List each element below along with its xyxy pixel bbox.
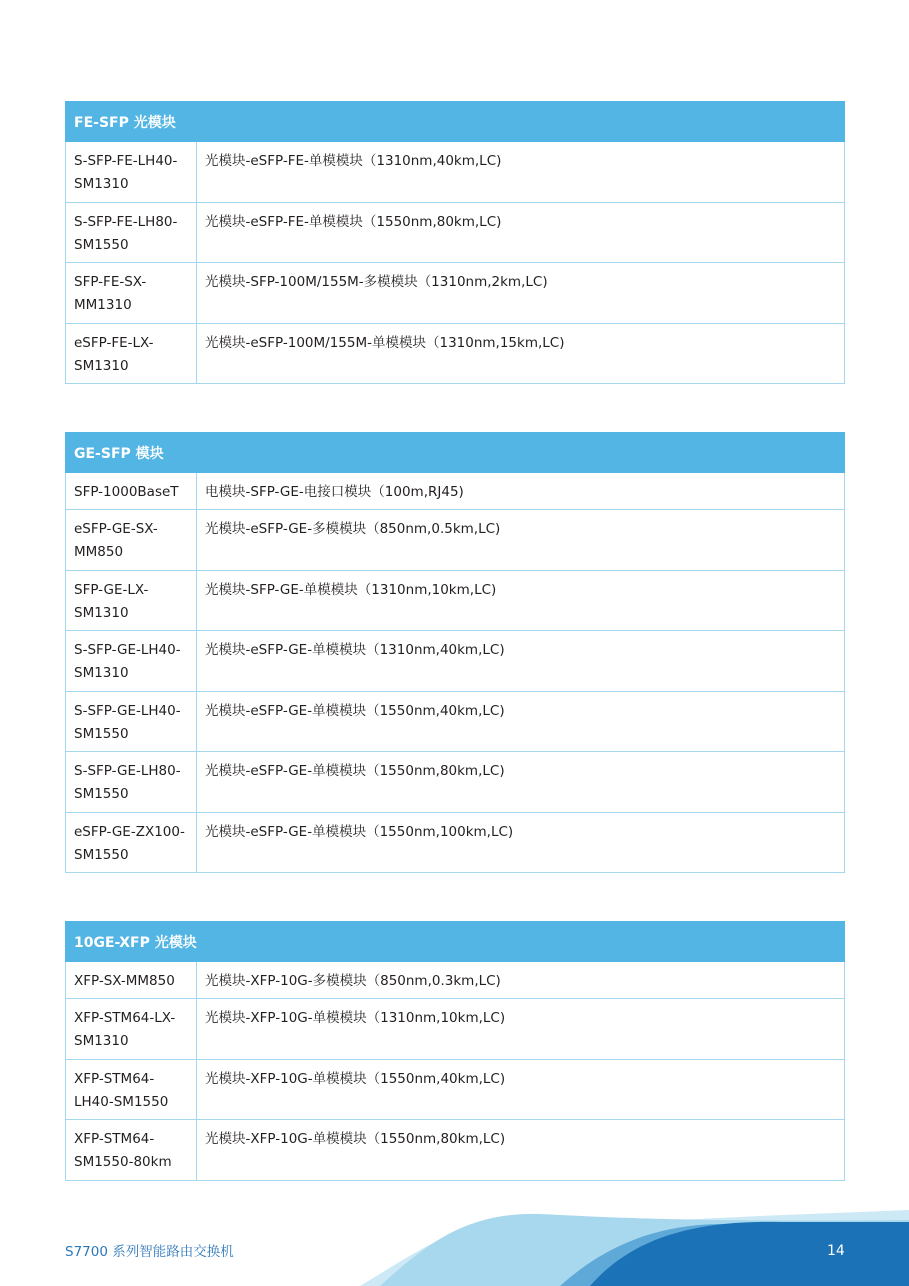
description-cell: 光模块-XFP-10G-单模模块（1550nm,80km,LC) (197, 1120, 845, 1181)
description-cell: 光模块-XFP-10G-单模模块（1310nm,10km,LC) (197, 999, 845, 1060)
table-row (66, 1060, 845, 1120)
description-cell: 光模块-eSFP-GE-多模模块（850nm,0.5km,LC) (197, 510, 845, 571)
description-cell: 光模块-SFP-GE-单模模块（1310nm,10km,LC) (197, 571, 845, 631)
table-row (66, 813, 845, 873)
model-cell: S-SFP-FE-LH40-SM1310 (66, 142, 197, 203)
description-cell: 光模块-eSFP-100M/155M-单模模块（1310nm,15km,LC) (197, 324, 845, 384)
table-row (66, 571, 845, 631)
fe-sfp-table (65, 101, 845, 384)
table-row (66, 631, 845, 692)
description-cell: 光模块-XFP-10G-单模模块（1550nm,40km,LC) (197, 1060, 845, 1120)
table-row (66, 142, 845, 203)
10ge-xfp-table (65, 921, 845, 1181)
description-cell: 光模块-XFP-10G-多模模块（850nm,0.3km,LC) (197, 962, 845, 999)
description-cell: 光模块-eSFP-FE-单模模块（1550nm,80km,LC) (197, 203, 845, 263)
footer-title: S7700 系列智能路由交换机 (65, 1244, 234, 1260)
model-cell: XFP-STM64-SM1550-80km (66, 1120, 197, 1181)
description-cell: 光模块-eSFP-GE-单模模块（1550nm,80km,LC) (197, 752, 845, 813)
page-number: 14 (827, 1243, 845, 1259)
description-cell: 光模块-SFP-100M/155M-多模模块（1310nm,2km,LC) (197, 263, 845, 324)
description-cell: 光模块-eSFP-FE-单模模块（1310nm,40km,LC) (197, 142, 845, 203)
table-row (66, 203, 845, 263)
description-cell: 光模块-eSFP-GE-单模模块（1550nm,100km,LC) (197, 813, 845, 873)
table-row (66, 1120, 845, 1181)
model-cell: eSFP-GE-ZX100-SM1550 (66, 813, 197, 873)
description-cell: 光模块-eSFP-GE-单模模块（1550nm,40km,LC) (197, 692, 845, 752)
description-cell: 电模块-SFP-GE-电接口模块（100m,RJ45) (197, 473, 845, 510)
table-row (66, 962, 845, 999)
table-row (66, 999, 845, 1060)
model-cell: XFP-STM64-LX-SM1310 (66, 999, 197, 1060)
model-cell: S-SFP-GE-LH40-SM1310 (66, 631, 197, 692)
model-cell: S-SFP-GE-LH40-SM1550 (66, 692, 197, 752)
footer-wave-graphic (0, 1180, 909, 1286)
ge-sfp-table (65, 432, 845, 873)
table-header: FE-SFP 光模块 (66, 102, 845, 142)
model-cell: XFP-STM64-LH40-SM1550 (66, 1060, 197, 1120)
model-cell: XFP-SX-MM850 (66, 962, 197, 999)
table-header: GE-SFP 模块 (66, 433, 845, 473)
table-header: 10GE-XFP 光模块 (66, 922, 845, 962)
model-cell: S-SFP-GE-LH80-SM1550 (66, 752, 197, 813)
model-cell: SFP-1000BaseT (66, 473, 197, 510)
model-cell: eSFP-FE-LX-SM1310 (66, 324, 197, 384)
model-cell: S-SFP-FE-LH80-SM1550 (66, 203, 197, 263)
model-cell: SFP-GE-LX-SM1310 (66, 571, 197, 631)
table-row (66, 473, 845, 510)
model-cell: eSFP-GE-SX-MM850 (66, 510, 197, 571)
table-row (66, 263, 845, 324)
table-row (66, 324, 845, 384)
table-row (66, 510, 845, 571)
table-row (66, 692, 845, 752)
description-cell: 光模块-eSFP-GE-单模模块（1310nm,40km,LC) (197, 631, 845, 692)
table-row (66, 752, 845, 813)
model-cell: SFP-FE-SX-MM1310 (66, 263, 197, 324)
